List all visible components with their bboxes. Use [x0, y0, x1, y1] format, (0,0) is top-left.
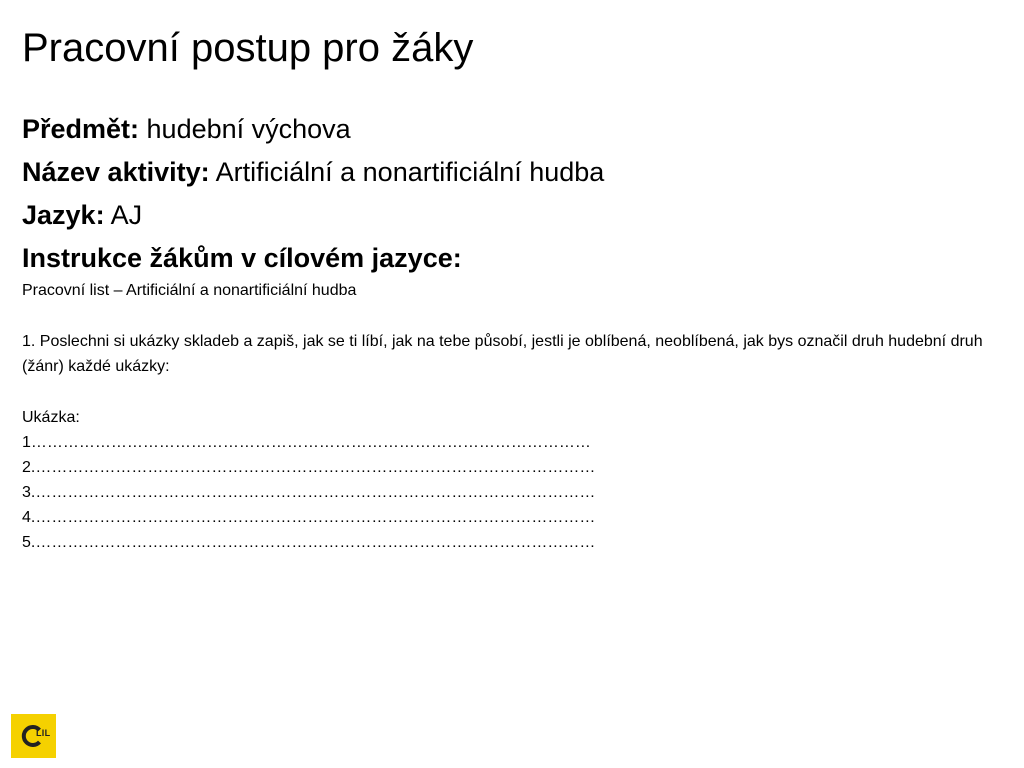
answer-line-4: 4.…………………………………………………………………………………………… — [22, 509, 596, 526]
answer-line-1: 1…………………………………………………………………………………………… — [22, 434, 591, 451]
answer-line-3: 3.…………………………………………………………………………………………… — [22, 484, 596, 501]
activity-metadata — [22, 108, 1002, 280]
language-label: Jazyk: — [22, 200, 105, 230]
language-value: AJ — [104, 200, 143, 230]
spacer — [22, 379, 1002, 405]
answer-line-5: 5.…………………………………………………………………………………………… — [22, 534, 596, 551]
worksheet-body — [22, 278, 1002, 555]
logo-text: LIL — [36, 728, 51, 738]
subject-label: Předmět: — [22, 114, 140, 144]
worksheet-title: Pracovní list – Artificiální a nonartificiální hudba — [22, 282, 357, 299]
subject-line — [22, 108, 1002, 151]
activity-name-label: Název aktivity: — [22, 157, 210, 187]
language-line — [22, 194, 1002, 237]
activity-name-line — [22, 151, 1002, 194]
sample-label: Ukázka: — [22, 409, 80, 426]
task-instruction: 1. Poslechni si ukázky skladeb a zapiš, jak se ti líbí, jak na tebe působí, jestli je oblíbená, neoblíbená, jak bys označil druh hudební druh (žánr) každé ukázky: — [22, 333, 983, 375]
spacer — [22, 303, 1002, 329]
subject-value: hudební výchova — [139, 114, 351, 144]
activity-name-value: Artificiální a nonartificiální hudba — [209, 157, 605, 187]
slide-title: Pracovní postup pro žáky — [22, 26, 474, 70]
clil-logo — [11, 714, 56, 758]
instructions-label: Instrukce žákům v cílovém jazyce: — [22, 243, 462, 273]
instructions-line — [22, 237, 1002, 280]
answer-line-2: 2.…………………………………………………………………………………………… — [22, 459, 596, 476]
